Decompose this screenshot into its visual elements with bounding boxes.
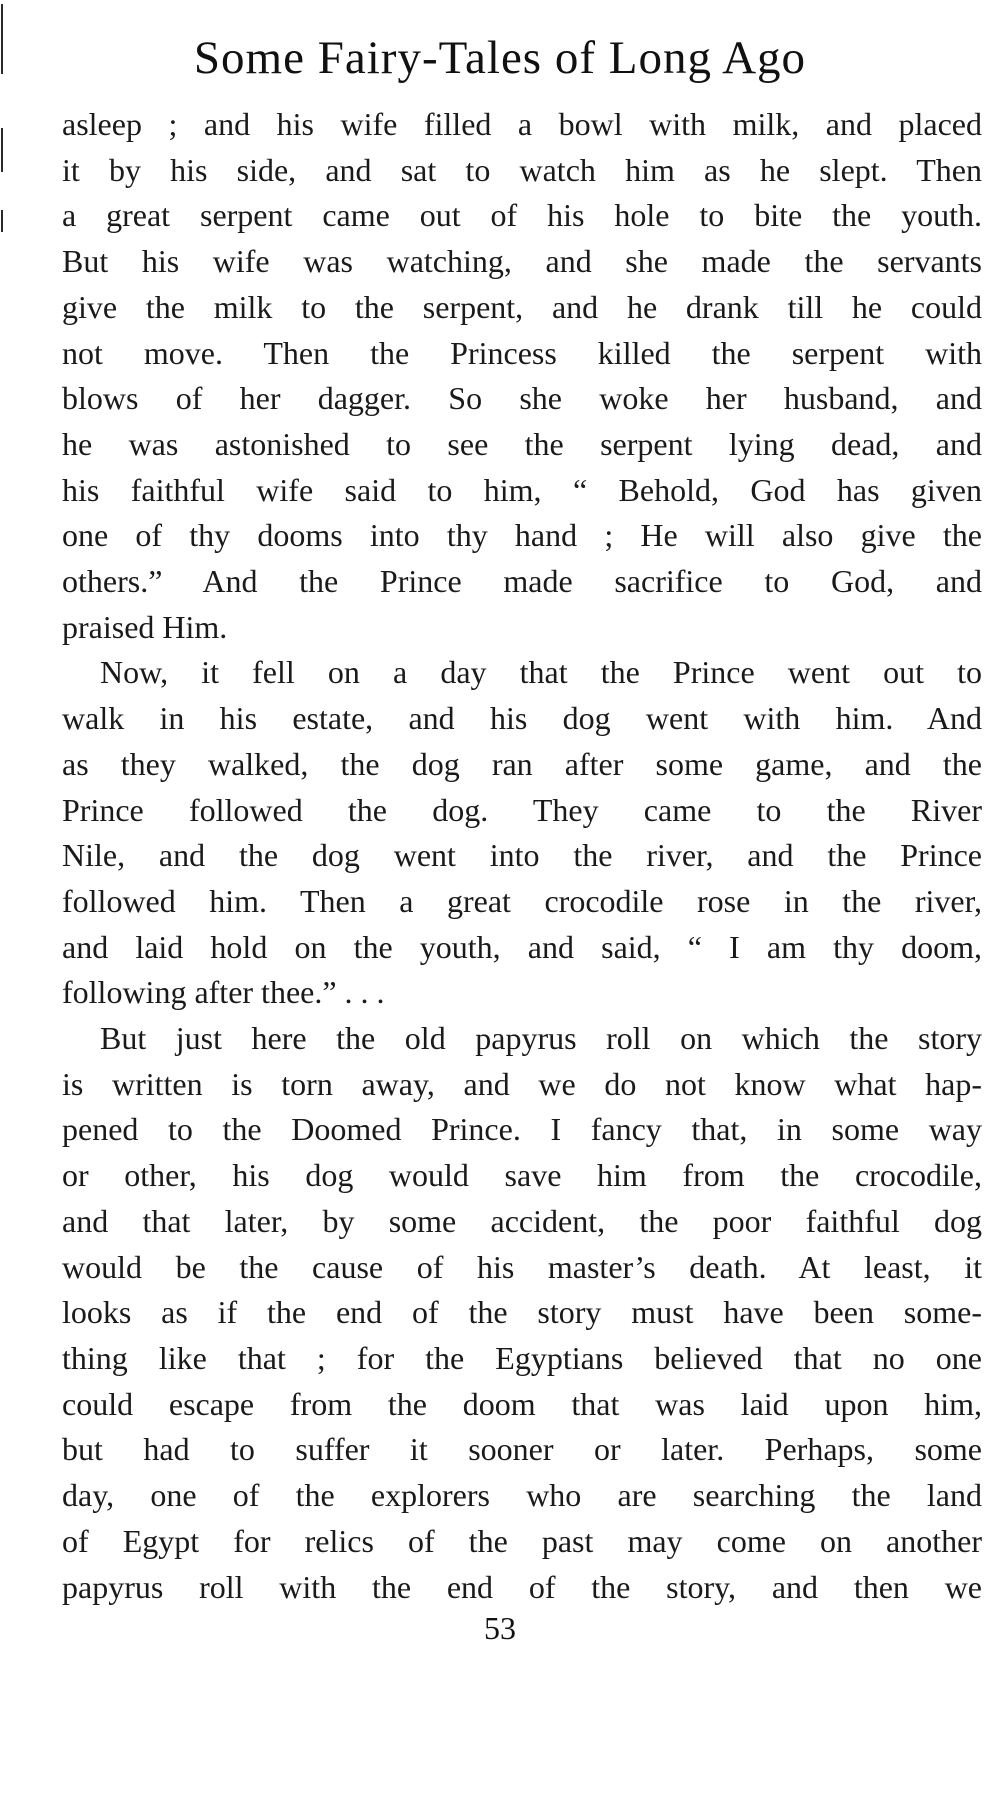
text-line: it by his side, and sat to watch him as he slept. Then [62, 151, 982, 188]
text-line: day, one of the explorers who are searching the land [62, 1477, 982, 1514]
text-line: praised Him. [62, 608, 228, 645]
page-number: 53 [484, 1610, 516, 1646]
text-line: Nile, and the dog went into the river, and the Prince [62, 837, 982, 874]
text-line: But just here the old papyrus roll on which the story [100, 1020, 982, 1057]
text-line: thing like that ; for the Egyptians believed that no one [62, 1339, 982, 1376]
text-line: not move. Then the Princess killed the serpent with [62, 334, 982, 371]
text-line: papyrus roll with the end of the story, and then we [62, 1568, 982, 1605]
text-line: a great serpent came out of his hole to bite the youth. [62, 197, 982, 234]
text-line: but had to suffer it sooner or later. Perhaps, some [62, 1431, 982, 1468]
text-line: one of thy dooms into thy hand ; He will also give the [62, 517, 982, 554]
paragraph-1 [62, 102, 982, 650]
text-line: pened to the Doomed Prince. I fancy that, in some way [62, 1111, 982, 1148]
text-line: blows of her dagger. So she woke her husband, and [62, 380, 982, 417]
text-line: is written is torn away, and we do not know what hap- [62, 1065, 982, 1102]
text-line: of Egypt for relics of the past may come on another [62, 1522, 982, 1559]
text-line: walk in his estate, and his dog went with him. And [62, 700, 982, 737]
text-line: and that later, by some accident, the poor faithful dog [62, 1202, 982, 1239]
text-line: and laid hold on the youth, and said, “ I am thy doom, [62, 928, 982, 965]
text-line: his faithful wife said to him, “ Behold, God has given [62, 471, 982, 508]
text-line: others.” And the Prince made sacrifice to God, and [62, 563, 982, 600]
body-text [62, 102, 982, 1610]
text-line: Prince followed the dog. They came to the River [62, 791, 982, 828]
paragraph-2 [62, 650, 982, 1016]
text-line: Now, it fell on a day that the Prince went out to [100, 654, 982, 691]
text-line: as they walked, the dog ran after some game, and the [62, 745, 982, 782]
running-head: Some Fairy-Tales of Long Ago [193, 32, 807, 84]
text-line: But his wife was watching, and she made the servants [62, 243, 982, 280]
text-line: he was astonished to see the serpent lying dead, and [62, 425, 982, 462]
text-line: give the milk to the serpent, and he drank till he could [62, 288, 982, 325]
paragraph-3 [62, 1016, 982, 1610]
text-line: or other, his dog would save him from the crocodile, [62, 1157, 982, 1194]
text-line: could escape from the doom that was laid upon him, [62, 1385, 982, 1422]
text-line: asleep ; and his wife filled a bowl with milk, and placed [62, 106, 982, 142]
text-line: followed him. Then a great crocodile rose in the river, [62, 882, 982, 919]
text-line: would be the cause of his master’s death. At least, it [62, 1248, 982, 1285]
text-line: following after thee.” . . . [62, 974, 385, 1011]
text-line: looks as if the end of the story must have been some- [62, 1294, 982, 1331]
